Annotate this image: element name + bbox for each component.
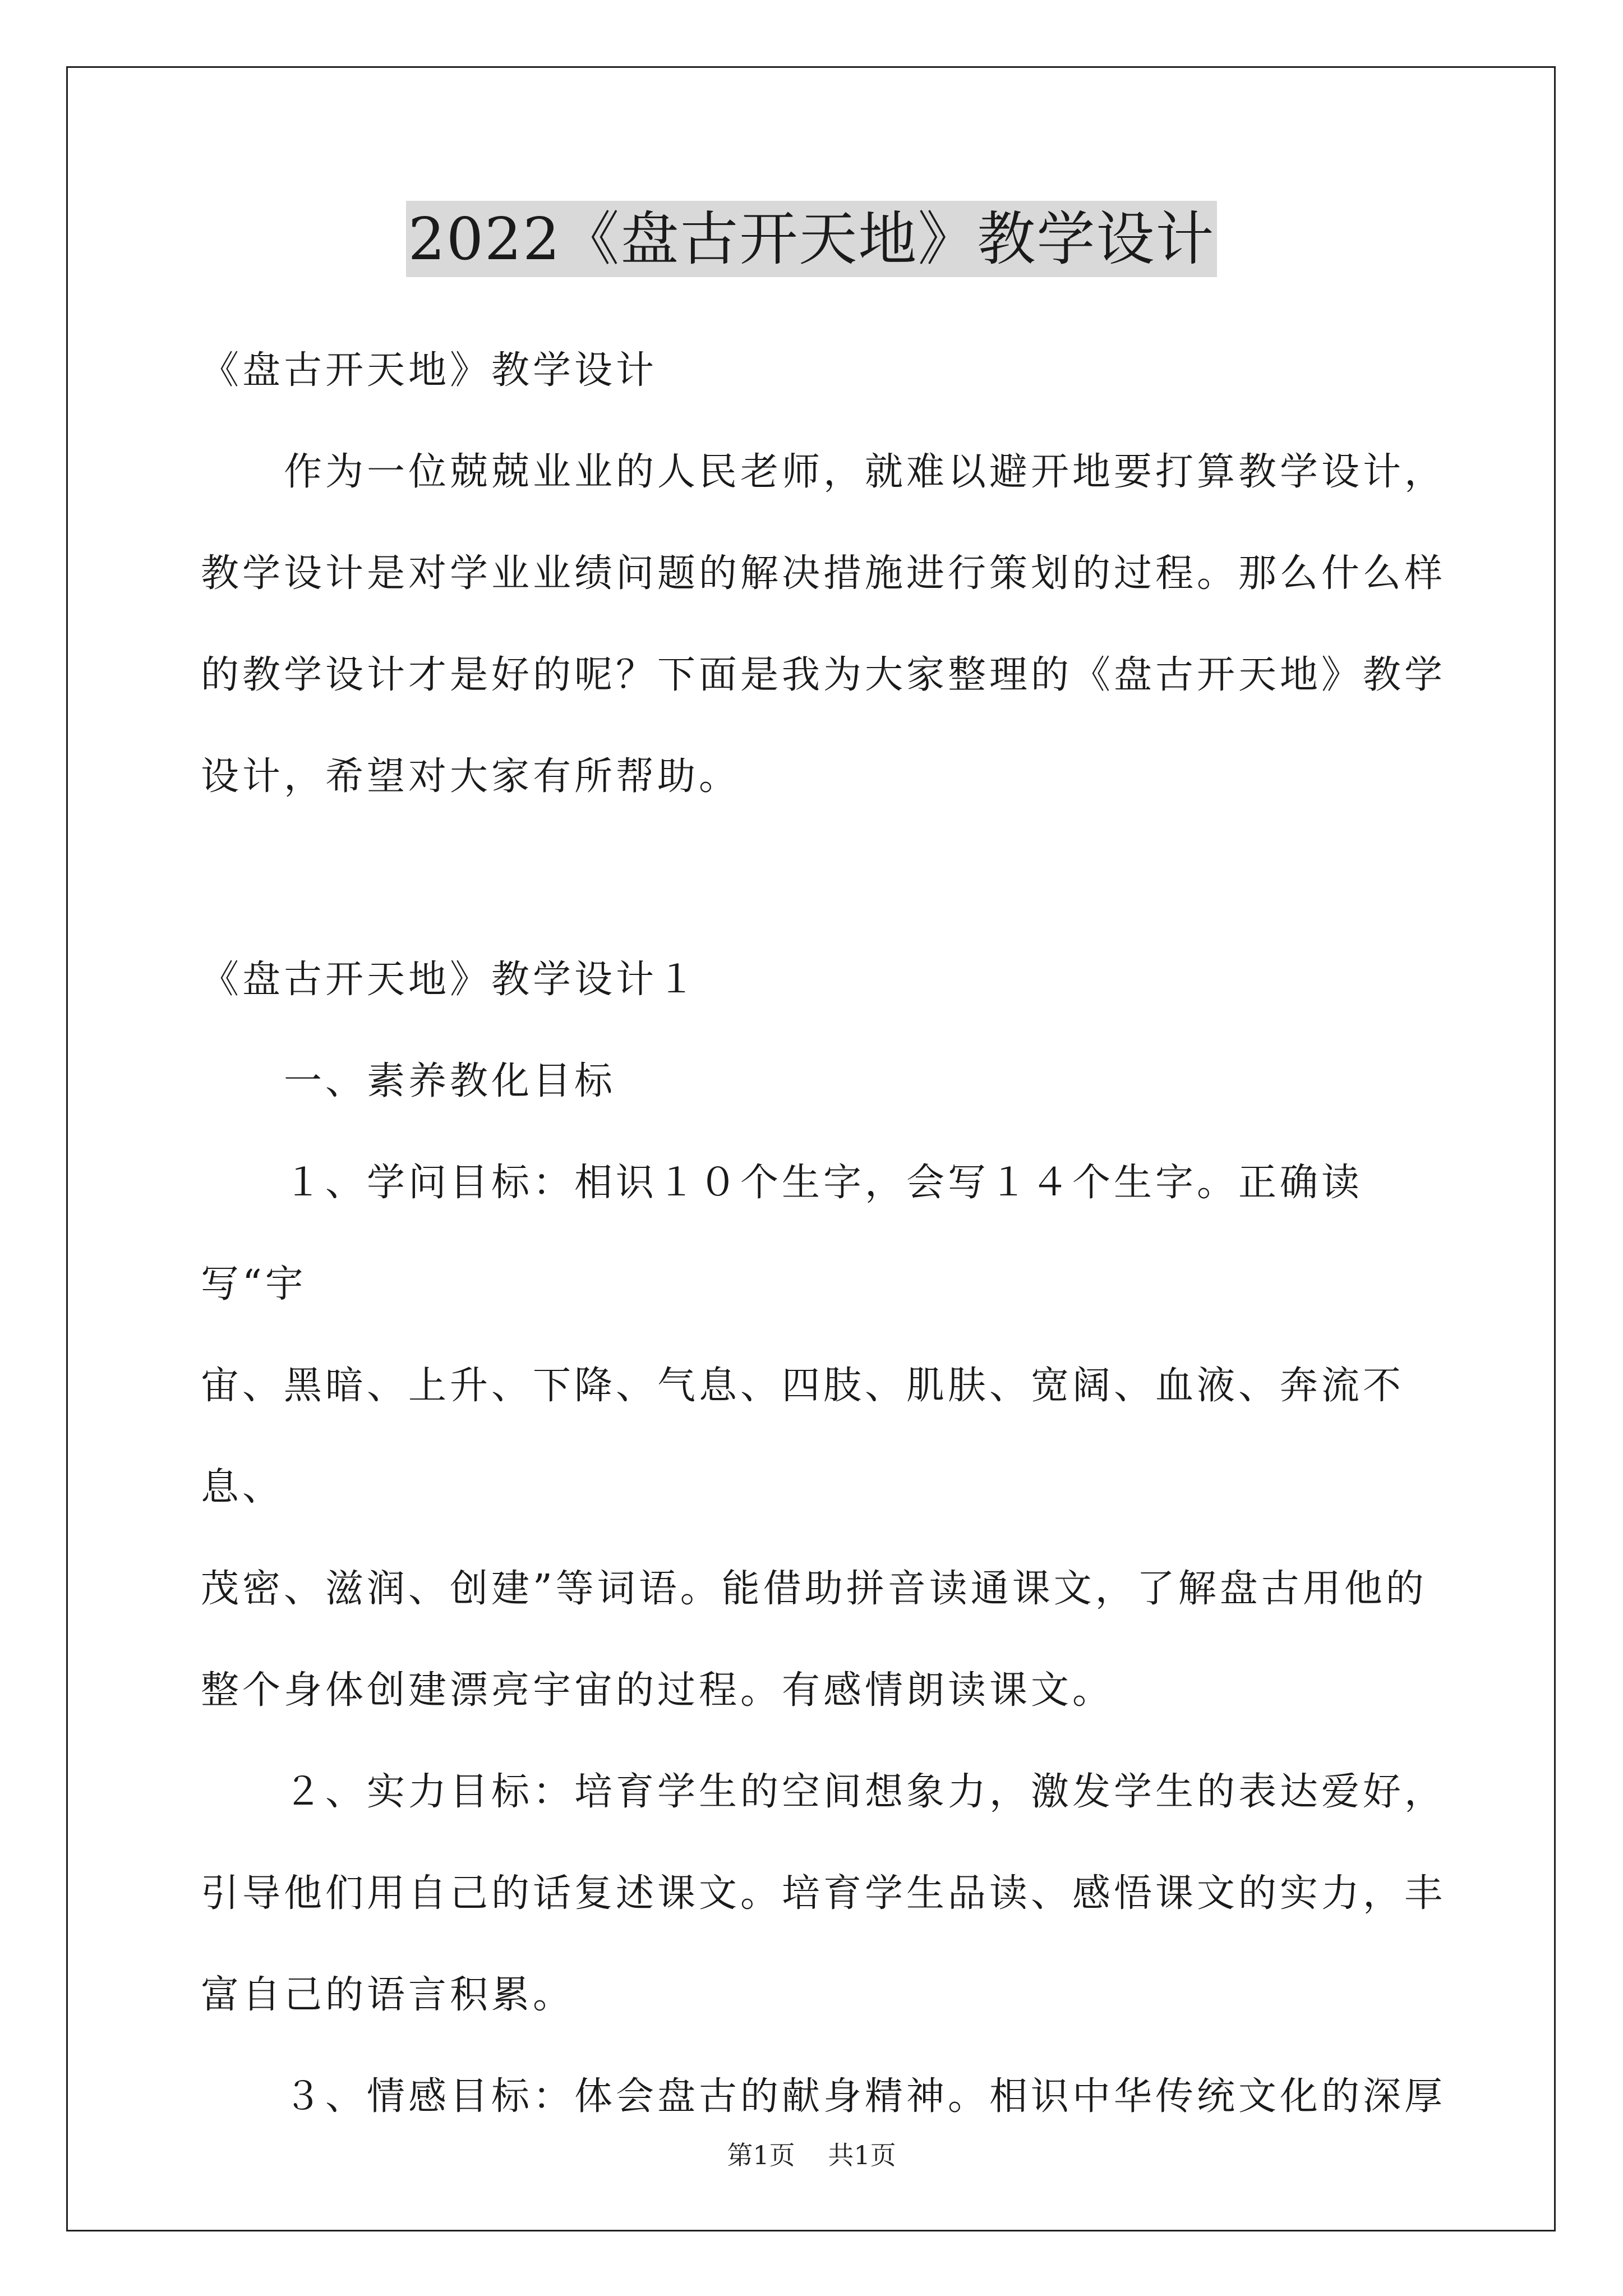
goal-2-line-2: 引导他们用自己的话复述课文。培育学生品读、感悟课文的实力，丰 [201,1871,1446,1916]
intro-line-3: 的教学设计才是好的呢？下面是我为大家整理的《盘古开天地》教学 [201,653,1446,697]
intro-line-1: 作为一位兢兢业业的人民老师，就难以避开地要打算教学设计， [284,450,1446,494]
section-heading: 《盘古开天地》教学设计１ [201,958,699,1002]
page-number: 第1页 [727,2140,795,2170]
subtitle-line: 《盘古开天地》教学设计 [201,348,658,393]
title-container [0,201,1623,277]
goal-2-line-3: 富自己的语言积累。 [201,1973,575,2017]
paragraph-gap [201,827,1457,929]
intro-line-2: 教学设计是对学业业绩问题的解决措施进行策划的过程。那么什么样 [201,551,1446,596]
document-title: 2022《盘古开天地》教学设计 [406,201,1218,277]
goal-3-line-1: ３、情感目标：体会盘古的献身精神。相识中华传统文化的深厚 [284,2074,1446,2119]
total-pages: 共1页 [828,2140,896,2170]
intro-line-4: 设计，希望对大家有所帮助。 [201,754,741,799]
goal-1-line-2: 宙、黑暗、上升、下降、气息、四肢、肌肤、宽阔、血液、奔流不息、 [201,1364,1405,1510]
goal-2-line-1: ２、实力目标：培育学生的空间想象力，激发学生的表达爱好， [284,1770,1446,1814]
goal-1-line-1: １、学问目标：相识１０个生字，会写１４个生字。正确读写“宇 [201,1161,1363,1306]
goals-heading: 一、素养教化目标 [284,1059,616,1103]
page-footer [0,2138,1623,2172]
document-body [201,320,1457,2147]
goal-1-line-4: 整个身体创建漂亮宇宙的过程。有感情朗读课文。 [201,1668,1114,1713]
goal-1-line-3: 茂密、滋润、创建”等词语。能借助拼音读通课文，了解盘古用他的 [201,1567,1427,1611]
